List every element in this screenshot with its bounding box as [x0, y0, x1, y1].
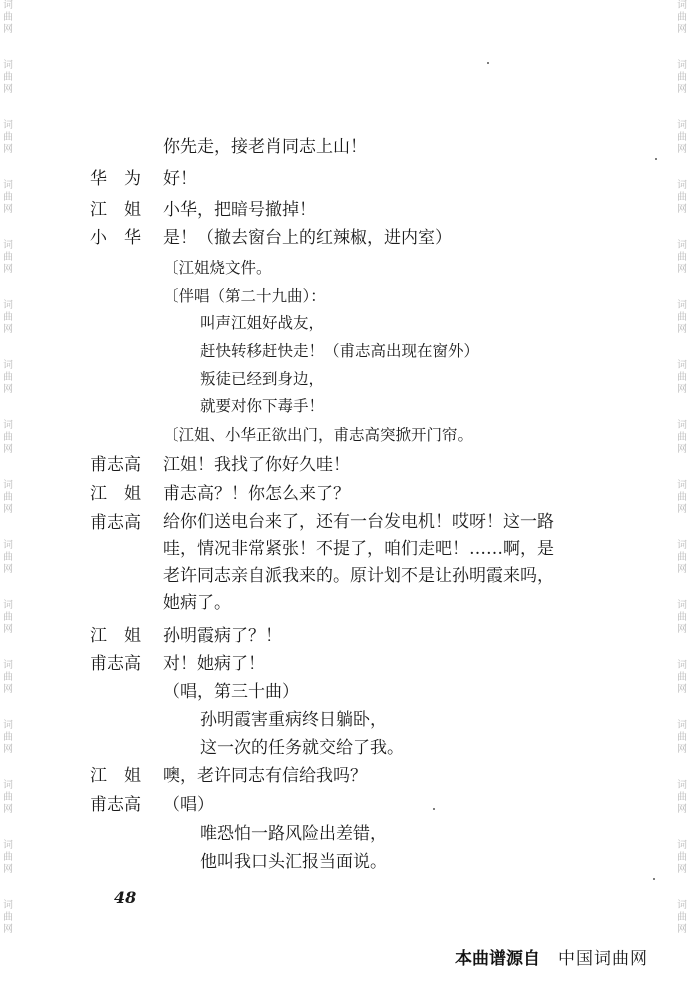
watermark-item: [1, 360, 15, 396]
stage-direction: 〔江姐烧文件。: [163, 259, 272, 277]
watermark-char: 曲: [677, 312, 687, 323]
script-line: 好！: [163, 169, 197, 189]
watermark-char: 词: [3, 120, 13, 131]
script-line: 小华，把暗号撤掉！: [163, 200, 316, 220]
watermark-char: 网: [3, 144, 13, 155]
watermark-char: 曲: [677, 132, 687, 143]
watermark-char: 网: [677, 204, 687, 215]
paragraph-line: 给你们送电台来了，还有一台发电机！哎呀！这一路: [163, 512, 554, 532]
watermark-char: 网: [677, 444, 687, 455]
source-credit: [455, 944, 648, 969]
watermark-char: 网: [677, 564, 687, 575]
watermark-char: 词: [3, 900, 13, 911]
script-line: 甫志高？！你怎么来了？: [163, 484, 350, 504]
script-line: 江姐！我找了你好久哇！: [163, 455, 350, 475]
watermark-char: 词: [3, 420, 13, 431]
speaker-name: 小 华: [90, 228, 141, 248]
watermark-char: 曲: [3, 432, 13, 443]
paragraph-line: 老许同志亲自派我来的。原计划不是让孙明霞来吗，: [163, 566, 554, 586]
watermark-char: 网: [3, 84, 13, 95]
watermark-item: [1, 900, 15, 936]
watermark-char: 网: [3, 564, 13, 575]
stage-direction: （唱，第三十曲）: [163, 682, 299, 702]
watermark-char: 词: [677, 180, 687, 191]
speaker-name: 甫志高: [90, 654, 141, 674]
watermark-item: [675, 720, 689, 756]
watermark-char: 网: [3, 444, 13, 455]
watermark-item: [675, 180, 689, 216]
watermark-item: [675, 660, 689, 696]
watermark-char: 词: [677, 480, 687, 491]
watermark-char: 词: [677, 540, 687, 551]
watermark-char: 网: [3, 864, 13, 875]
watermark-char: 词: [677, 240, 687, 251]
watermark-char: 词: [3, 180, 13, 191]
watermark-char: 曲: [677, 252, 687, 263]
watermark-char: 网: [3, 744, 13, 755]
watermark-char: 网: [3, 924, 13, 935]
watermark-char: 词: [677, 900, 687, 911]
source-label: 本曲谱源自: [455, 949, 540, 969]
watermark-char: 词: [3, 300, 13, 311]
watermark-char: 曲: [677, 912, 687, 923]
speaker-name: 江 姐: [90, 200, 141, 220]
watermark-char: 网: [3, 684, 13, 695]
watermark-char: 网: [677, 24, 687, 35]
watermark-char: 词: [3, 360, 13, 371]
watermark-char: 曲: [677, 552, 687, 563]
watermark-char: 网: [677, 144, 687, 155]
watermark-char: 曲: [3, 732, 13, 743]
page-number: 48: [114, 888, 137, 907]
watermark-char: 网: [677, 684, 687, 695]
watermark-item: [675, 120, 689, 156]
watermark-char: 网: [677, 264, 687, 275]
speaker-name: 甫志高: [90, 455, 141, 475]
watermark-char: 词: [3, 660, 13, 671]
watermark-char: 词: [3, 240, 13, 251]
lyric-line: 赶快转移赶快走！（甫志高出现在窗外）: [200, 342, 480, 360]
stage-direction: 〔伴唱（第二十九曲）：: [163, 287, 326, 305]
watermark-char: 曲: [677, 372, 687, 383]
watermark-char: 曲: [3, 312, 13, 323]
watermark-item: [675, 600, 689, 636]
watermark-item: [1, 300, 15, 336]
watermark-item: [675, 480, 689, 516]
watermark-char: 曲: [3, 852, 13, 863]
lyric-line: 他叫我口头汇报当面说。: [200, 852, 387, 872]
watermark-item: [1, 240, 15, 276]
watermark-char: 词: [677, 0, 687, 11]
watermark-char: 词: [677, 420, 687, 431]
watermark-item: [675, 240, 689, 276]
watermark-item: [1, 120, 15, 156]
watermark-char: 曲: [3, 912, 13, 923]
watermark-char: 网: [3, 504, 13, 515]
speaker-name: 江 姐: [90, 484, 141, 504]
watermark-char: 网: [677, 624, 687, 635]
watermark-char: 网: [677, 744, 687, 755]
watermark-char: 曲: [3, 192, 13, 203]
watermark-char: 曲: [677, 792, 687, 803]
watermark-char: 曲: [677, 72, 687, 83]
speaker-name: 江 姐: [90, 766, 141, 786]
watermark-char: 词: [677, 300, 687, 311]
speaker-name: 甫志高: [90, 513, 141, 533]
watermark-char: 词: [3, 60, 13, 71]
watermark-item: [1, 540, 15, 576]
watermark-char: 曲: [677, 492, 687, 503]
watermark-char: 曲: [3, 552, 13, 563]
lyric-line: 唯恐怕一路风险出差错，: [200, 824, 387, 844]
watermark-char: 曲: [3, 612, 13, 623]
watermark-item: [1, 840, 15, 876]
watermark-item: [675, 900, 689, 936]
watermark-char: 网: [677, 864, 687, 875]
watermark-item: [675, 360, 689, 396]
dialogue-paragraph: [163, 509, 568, 617]
watermark-char: 词: [677, 60, 687, 71]
script-line: 对！她病了！: [163, 654, 265, 674]
lyric-line: 这一次的任务就交给了我。: [200, 738, 404, 758]
watermark-item: [675, 60, 689, 96]
watermark-char: 词: [677, 360, 687, 371]
watermark-char: 词: [3, 540, 13, 551]
watermark-char: 曲: [3, 372, 13, 383]
watermark-char: 网: [677, 924, 687, 935]
paragraph-line: 哇，情况非常紧张！不提了，咱们走吧！……啊，是: [163, 539, 554, 559]
script-line: 噢，老许同志有信给我吗？: [163, 766, 367, 786]
watermark-item: [675, 300, 689, 336]
stage-direction: 〔江姐、小华正欲出门，甫志高突掀开门帘。: [163, 426, 474, 444]
watermark-item: [1, 180, 15, 216]
watermark-char: 网: [3, 264, 13, 275]
watermark-char: 曲: [677, 672, 687, 683]
watermark-char: 词: [3, 720, 13, 731]
watermark-item: [1, 720, 15, 756]
watermark-char: 词: [677, 600, 687, 611]
watermark-char: 网: [677, 804, 687, 815]
watermark-char: 词: [677, 780, 687, 791]
watermark-char: 曲: [677, 12, 687, 23]
watermark-char: 曲: [677, 612, 687, 623]
speaker-name: 江 姐: [90, 626, 141, 646]
watermark-item: [675, 0, 689, 36]
watermark-item: [1, 480, 15, 516]
watermark-char: 词: [677, 120, 687, 131]
watermark-char: 网: [3, 204, 13, 215]
speaker-name: 甫志高: [90, 795, 141, 815]
watermark-char: 网: [677, 84, 687, 95]
lyric-line: 就要对你下毒手！: [200, 397, 325, 415]
watermark-item: [675, 840, 689, 876]
watermark-item: [1, 780, 15, 816]
speaker-name: 华 为: [90, 169, 141, 189]
script-line: 你先走，接老肖同志上山！: [163, 137, 367, 157]
scan-speck: [487, 62, 489, 64]
watermark-char: 曲: [3, 252, 13, 263]
watermark-char: 曲: [3, 72, 13, 83]
watermark-strip-left: [1, 0, 15, 994]
lyric-line: 孙明霞害重病终日躺卧，: [200, 710, 387, 730]
watermark-item: [1, 0, 15, 36]
script-line: 孙明霞病了？！: [163, 626, 282, 646]
scan-speck: [653, 878, 655, 880]
watermark-char: 曲: [3, 492, 13, 503]
watermark-char: 词: [3, 600, 13, 611]
watermark-char: 词: [677, 660, 687, 671]
watermark-char: 网: [3, 384, 13, 395]
watermark-char: 网: [3, 804, 13, 815]
watermark-char: 词: [3, 840, 13, 851]
watermark-item: [1, 60, 15, 96]
watermark-char: 网: [3, 624, 13, 635]
watermark-char: 曲: [3, 132, 13, 143]
watermark-char: 曲: [677, 432, 687, 443]
watermark-item: [1, 600, 15, 636]
watermark-char: 曲: [677, 852, 687, 863]
scan-speck: [433, 808, 435, 810]
watermark-strip-right: [675, 0, 689, 994]
watermark-item: [1, 420, 15, 456]
paragraph-line: 她病了。: [163, 593, 231, 613]
watermark-char: 网: [677, 504, 687, 515]
lyric-line: 叫声江姐好战友，: [200, 314, 325, 332]
site-name: 中国词曲网: [558, 949, 648, 969]
stage-direction: （唱）: [163, 795, 214, 815]
watermark-char: 网: [3, 324, 13, 335]
script-line: 是！（撤去窗台上的红辣椒，进内室）: [163, 228, 452, 248]
watermark-char: 网: [3, 24, 13, 35]
watermark-char: 曲: [3, 672, 13, 683]
watermark-char: 词: [3, 780, 13, 791]
watermark-char: 网: [677, 384, 687, 395]
scan-speck: [655, 158, 657, 160]
watermark-item: [1, 660, 15, 696]
watermark-char: 网: [677, 324, 687, 335]
watermark-char: 词: [3, 0, 13, 11]
watermark-char: 词: [3, 480, 13, 491]
watermark-char: 词: [677, 840, 687, 851]
watermark-item: [675, 420, 689, 456]
lyric-line: 叛徒已经到身边，: [200, 370, 325, 388]
watermark-char: 曲: [3, 12, 13, 23]
watermark-char: 曲: [677, 192, 687, 203]
watermark-char: 曲: [3, 792, 13, 803]
watermark-char: 曲: [677, 732, 687, 743]
watermark-char: 词: [677, 720, 687, 731]
watermark-item: [675, 540, 689, 576]
watermark-item: [675, 780, 689, 816]
